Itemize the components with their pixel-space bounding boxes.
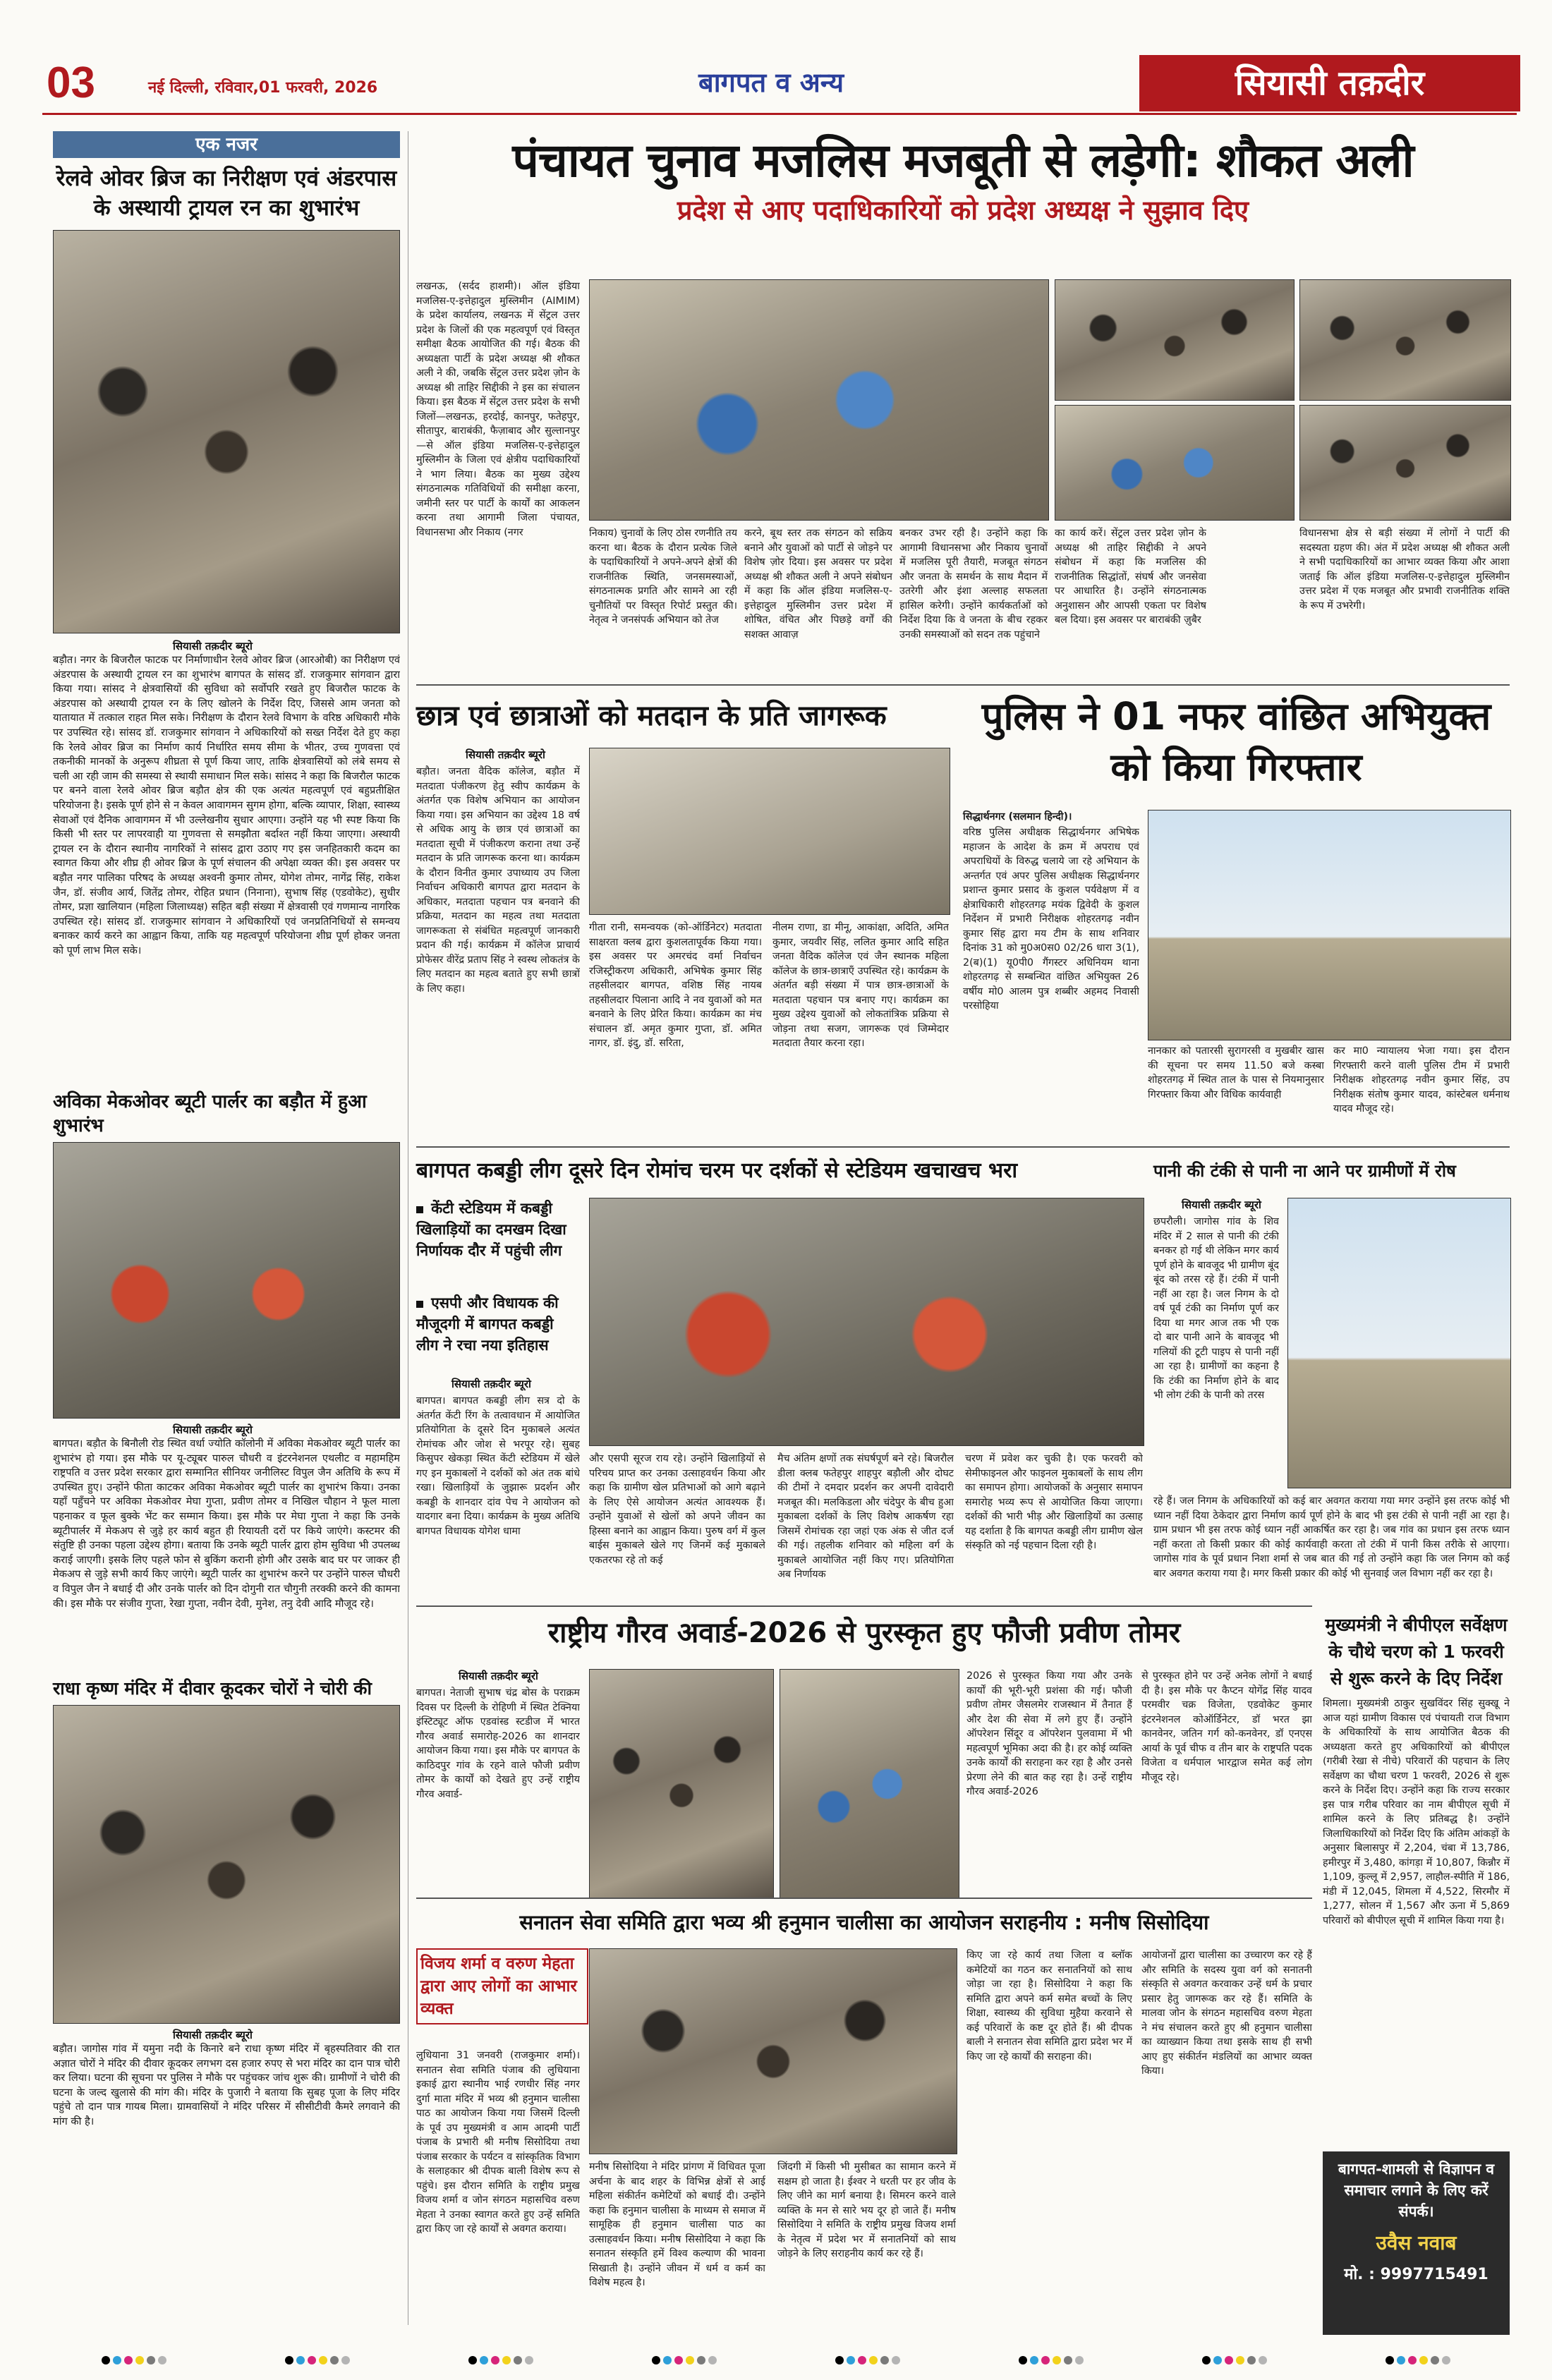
registration-dot <box>1397 2356 1405 2364</box>
sanatan-col3: जिंदगी में किसी भी मुसीबत का सामान करने में सक्षम हो जाता है। ईश्वर ने धरती पर हर जीव के लिए जीने का मार्ग बनाया है। सिमरन करने वाले व्यक्ति के मन से सारे भय दूर हो जाते हैं। मनीष सिसोदिया ने समिति के राष्ट्रीय प्रमुख विजय शर्मा के नेतृत्व में प्रदेश भर में सनातनियों को साथ जोड़ने के लिए सराहनीय कार्य कर रहे हैं। <box>777 2161 956 2259</box>
kabaddi-bullet-2 <box>416 1292 580 1356</box>
registration-dot-group <box>652 2356 717 2364</box>
registration-dot <box>1386 2356 1394 2364</box>
voter-col2: गीता रानी, समन्वयक (को-ऑर्डिनेटर) मतदाता साक्षरता क्लब द्वारा कुशलतापूर्वक किया गया। इस अवसर पर अमरचंद वर्मा निर्वाचन रजिस्ट्रीकरण अधिकारी, अभिषेक कुमार सिंह तहसीलदार बागपत, वशिष्ठ सिंह नायब तहसीलदार पिलाना आदि ने नव युवाओं को मत बनवाने के लिए प्रेरित किया। कार्यक्रम का मंच संचालन डॉ. अमृत कुमार गुप्ता, डॉ. अमित नागर, डॉ. इंदु, डॉ. सरिता, <box>589 922 762 1049</box>
registration-dot <box>1041 2356 1050 2364</box>
contact-phone: मो. : 9997715491 <box>1344 2266 1489 2283</box>
award-byline: सियासी तक़दीर ब्यूरो <box>459 1670 538 1682</box>
temple-theft-headline: राधा कृष्ण मंदिर में दीवार कूदकर चोरों ने चोरी की <box>53 1678 372 1699</box>
kabaddi-byline: सियासी तक़दीर ब्यूरो <box>451 1378 531 1390</box>
registration-dot <box>113 2356 121 2364</box>
police-body: वरिष्ठ पुलिस अधीक्षक सिद्धार्थनगर अभिषेक महाजन के आदेश के क्रम में अपराध एवं अपराधियों के विरुद्ध चलाये जा रहे अभियान के अन्तर्गत एवं अपर पुलिस अधीक्षक सिद्धार्थनगर प्रशान्त कुमार प्रसाद के कुशल पर्यवेक्षण में व क्षेत्राधिकारी शोहरतगढ़ मयंक द्विवेदी के कुशल निर्देशन में प्रभारी निरीक्षक शोहरतगढ़ नवीन कुमार सिंह द्वारा मय टीम के साथ शनिवार दिनांक 31 को मु0अ0स0 02/26 धारा 3(1), 2(ब)(1) यू0पी0 गैंगस्टर अधिनियम थाना शोहरतगढ़ से सम्बन्धित वांछित अभियुक्त 26 वर्षीय मो0 आलम पुत्र शब्बीर अहमद निवासी परसोहिया <box>963 827 1139 1012</box>
registration-dot <box>869 2356 878 2364</box>
rob-inspection-photo <box>53 230 400 633</box>
registration-dot <box>514 2356 522 2364</box>
registration-dot <box>652 2356 660 2364</box>
registration-dot <box>502 2356 511 2364</box>
kabaddi-section <box>416 1151 1143 1603</box>
registration-dot <box>468 2356 477 2364</box>
kabaddi-bullet-2-text: एसपी और विधायक की मौजूदगी में बागपत कबड्डी लीग ने रचा नया इतिहास <box>416 1294 559 1354</box>
registration-dot <box>319 2356 327 2364</box>
ek-nazar-headline: रेलवे ओवर ब्रिज का निरीक्षण एवं अंडरपास के अस्थायी ट्रायल रन का शुभारंभ <box>56 166 397 221</box>
temple-theft-section <box>53 1677 400 2275</box>
registration-dot <box>158 2356 166 2364</box>
water-tank-section <box>1153 1151 1510 1603</box>
registration-dot <box>1213 2356 1222 2364</box>
water-tank-tail: रहे हैं। जल निगम के अधिकारियों को कई बार अवगत कराया गया मगर उन्होंने इस तरफ कोई भी ध्यान नहीं दिया ठेकेदार द्वारा निर्माण कार्य पूर्ण होने के बाद भी इस टंकी से पानी नहीं आ रहा है। ग्राम प्रधान भी इस तरफ कोई ध्यान नहीं आकर्षित कर रहा है। जब गांव का प्रधान इस तरफ ध्यान नहीं करता तो किसी प्रकार की कोई कार्यवाही करता तो टंकी में पानी किस तरीके से आएगा। जागोस गांव के पूर्व प्रधान निशा शर्मा से जब बात की गई तो उन्होंने कहा कि जल निगम को कई बार अवगत कराया गया है। मगर किसी प्रकार की कोई भी सुनवाई जल विभाग नहीं कर रहा है। <box>1153 1495 1510 1579</box>
registration-dot <box>835 2356 844 2364</box>
registration-dot <box>1075 2356 1084 2364</box>
ek-nazar-byline: सियासी तक़दीर ब्यूरो <box>173 640 253 652</box>
water-tank-photo <box>1287 1198 1511 1488</box>
main-photo-right-4 <box>1299 405 1511 521</box>
kabaddi-col2: और एसपी सूरज राय रहे। उन्होंने खिलाड़ियों से परिचय प्राप्त कर उनका उत्साहवर्धन किया और कहा कि ग्रामीण खेल प्रतिभाओं को आगे बढ़ाने के लिए ऐसे आयोजन अत्यंत आवश्यक हैं। उन्होंने युवाओं से खेलों को अपने जीवन का हिस्सा बनाने का आह्वान किया। पुरुष वर्ग में कुल बाईस मुकाबले खेले गए जिनमें कई मुकाबले एकतरफा रहे तो कई <box>589 1453 765 1566</box>
main-col6-visible: विधानसभा क्षेत्र से बड़ी संख्या में लोगों ने पार्टी की सदस्यता ग्रहण की। अंत में प्रदेश अध्यक्ष श्री शौकत अली ने सभी पदाधिकारियों का आभार व्यक्त किया और आशा जताई कि ऑल इंडिया मजलिस-ए-इत्तेहादुल मुस्लिमीन उत्तर प्रदेश में एक मजबूत और प्रभावी राजनीतिक शक्ति के रूप में उभरेगी। <box>1299 528 1510 612</box>
award-col2: 2026 से पुरस्कृत किया गया और उनके कार्यों की भूरी-भूरी प्रशंसा की गई। फौजी प्रवीण तोमर जैसलमेर राजस्थान में तैनात हैं और देश की सेवा में लगे हुए हैं। उन्होंने ऑपरेशन सिंदूर व ऑपरेशन पुलवामा में भी महत्वपूर्ण भूमिका अदा की है। हर कोई व्यक्ति उनके कार्यों की सराहना कर रहा है और उनसे प्रेरणा लेने की बात कह रहा है। उन्हें राष्ट्रीय गौरव अवार्ड-2026 <box>966 1670 1132 1797</box>
registration-dot <box>1442 2356 1450 2364</box>
main-photo-right-3 <box>1055 405 1295 521</box>
registration-dot <box>147 2356 155 2364</box>
registration-dot <box>1431 2356 1439 2364</box>
water-tank-headline: पानी की टंकी से पानी ना आने पर ग्रामीणों में रोष <box>1153 1161 1456 1181</box>
cm-box <box>1323 1612 1510 1943</box>
kabaddi-col1: बागपत। बागपत कबड्डी लीग सत्र दो के अंतर्गत केंटी रिंग के तत्वावधान में आयोजित प्रतियोगिता के दूसरे दिन मुकाबले अत्यंत रोमांचक और जोश से भरपूर रहे। सुबह किसुपर खेकड़ा स्थित केंटी स्टेडियम में खेले गए इन मुकाबलों ने दर्शकों को अंत तक बांधे रखा। खिलाड़ियों के जुझारू प्रदर्शन और कबड्डी के शानदार दांव पेच ने आयोजन को यादगार बना दिया। कार्यक्रम के मुख्य अतिथि बागपत विधायक योगेश धामा <box>416 1395 580 1537</box>
police-headline: पुलिस ने 01 नफर वांछित अभियुक्त को किया गिरफ्तार <box>981 694 1491 789</box>
beauty-parlour-section <box>53 1090 400 1712</box>
registration-dot <box>1064 2356 1072 2364</box>
sanatan-col2: मनीष सिसोदिया ने मंदिर प्रांगण में विधिवत पूजा अर्चना के बाद शहर के विभिन्न क्षेत्रों से आई महिला संकीर्तन कमेटियों को बधाई दी। उन्होंने कहा कि हनुमान चालीसा के माध्यम से समाज में सामूहिक ही हनुमान चालीसा पाठ का उत्साहवर्धन किया। मनीष सिसोदिया ने कहा कि सनातन संस्कृति हमें विश्व कल्याण की भावना सिखाती है। उन्होंने जीवन में धर्म व कर्म का विशेष महत्व है। <box>589 2161 765 2288</box>
registration-dot <box>686 2356 694 2364</box>
police-byline: सिद्धार्थनगर (सलमान हिन्दी)। <box>963 811 1072 822</box>
registration-dot <box>1019 2356 1027 2364</box>
registration-dot <box>1247 2356 1256 2364</box>
contact-name: उवैस नवाब <box>1376 2231 1457 2254</box>
header-bar <box>42 51 1517 116</box>
award-section <box>416 1610 1312 1934</box>
main-story-rule <box>416 684 1510 686</box>
main-photo-right-1 <box>1055 279 1295 401</box>
award-col1: बागपत। नेताजी सुभाष चंद्र बोस के पराक्रम दिवस पर दिल्ली के रोहिणी में स्थित टेक्निया इंस्टिट्यूट ऑफ एडवांस्ड स्टडीज में भारत गौरव अवार्ड समारोह-2026 का शानदार आयोजन किया गया। इस मौके पर बागपत के काठिदपुर गांव के रहने वाले फौजी प्रवीण तोमर के कार्यों को देखते हुए उन्हें राष्ट्रीय गौरव अवार्ड- <box>416 1687 580 1800</box>
mid-rule <box>416 1146 1510 1148</box>
voter-awareness-section <box>416 691 952 1143</box>
main-photo-right-2 <box>1299 279 1511 401</box>
award-photo-2 <box>780 1669 959 1899</box>
sanatan-section <box>416 1902 1312 2339</box>
registration-dot <box>708 2356 717 2364</box>
main-col1: लखनऊ, (सर्दद हाशमी)। ऑल इंडिया मजलिस-ए-इत्तेहादुल मुस्लिमीन (AIMIM) के प्रदेश कार्यालय, लखनऊ में सेंट्रल उत्तर प्रदेश के जिलों की एक महत्वपूर्ण एवं विस्तृत समीक्षा बैठक आयोजित की गई। बैठक की अध्यक्षता पार्टी के प्रदेश अध्यक्ष श्री शौकत अली ने की, जबकि सेंट्रल उत्तर प्रदेश ज़ोन के अध्यक्ष श्री ताहिर सिद्दीकी ने इस का संचालन किया। इस बैठक में सेंट्रल उत्तर प्रदेश के सभी जिलों—लखनऊ, हरदोई, कानपुर, फतेहपुर, सीतापुर, बाराबंकी, फैज़ाबाद और सुल्तानपुर—से ऑल इंडिया मजलिस-ए-इत्तेहादुल मुस्लिमीन के जिला एवं क्षेत्रीय पदाधिकारियों ने भाग लिया। बैठक का मुख्य उद्देश्य संगठनात्मक गतिविधियों की समीक्षा करना, जमीनी स्तर पर पार्टी के कार्यों का आकलन करना तथा आगामी जिला पंचायत, विधानसभा और निकाय (नगर <box>416 281 580 538</box>
main-col4: बनकर उभर रही है। उन्होंने कहा कि आगामी विधानसभा और निकाय चुनावों में मजलिस पूरी तैयारी, मजबूत संगठन और जनता के समर्थन के साथ मैदान में उतरेगी और इंशा अल्लाह सफलता हासिल करेगी। उन्होंने कार्यकर्ताओं को निर्देश दिया कि वे जनता के बीच रहकर उनकी समस्याओं को सदन तक पहुंचाने <box>899 528 1048 640</box>
temple-theft-photo <box>53 1705 400 2024</box>
section-label: बागपत व अन्य <box>698 67 844 98</box>
main-subhead: प्रदेश से आए पदाधिकारियों को प्रदेश अध्यक्ष ने सुझाव दिए <box>677 195 1249 226</box>
voter-photo <box>589 748 950 915</box>
registration-dot <box>308 2356 316 2364</box>
bullet-square-icon <box>416 1301 423 1308</box>
sanatan-photo <box>589 1948 957 2154</box>
registration-dot <box>697 2356 705 2364</box>
sanatan-red-box <box>416 1948 588 2024</box>
kabaddi-col3: मैच अंतिम क्षणों तक संघर्षपूर्ण बने रहे। बिजरौल डीला क्लब फतेहपुर शाहपुर बड़ौली और दोघट की टीमों ने दमदार प्रदर्शन कर अपनी दावेदारी मजबूत की। मलकिडला और चंदेपुर के बीच हुआ मुकाबला दर्शकों के लिए विशेष आकर्षण रहा जिसमें रोमांचक रहा जहां एक अंक से जीत दर्ज की गई। तहलीक शनिवार को महिला वर्ग के मुकाबले आयोजित नहीं किए गए। प्रतियोगिता अब निर्णायक <box>777 1453 954 1580</box>
sanatan-rule <box>416 1898 1312 1899</box>
award-col3: से पुरस्कृत होने पर उन्हें अनेक लोगों ने बधाई दी है। इस मौके पर कैप्टन योगेंद्र सिंह यादव परमवीर चक्र विजेता, एडवोकेट कुमार इंटरनेशनल कोऑर्डिनेटर, डॉ भरत झा कानवेनर, जतिन गर्ग को-कनवेनर, डॉ एनएस आर्या के पूर्व चीफ व तीन बार के राष्ट्रपति पदक विजेता व धर्मपाल भारद्वाज समेत कई लोग मौजूद रहे। <box>1141 1670 1312 1783</box>
registration-dot <box>341 2356 350 2364</box>
kabaddi-headline: बागपत कबड्डी लीग दूसरे दिन रोमांच चरम पर दर्शकों से स्टेडियम खचाखच भरा <box>416 1158 1018 1183</box>
registration-dot <box>102 2356 110 2364</box>
registration-dot <box>847 2356 855 2364</box>
main-col5: का कार्य करें। सेंट्रल उत्तर प्रदेश ज़ोन के अध्यक्ष श्री ताहिर सिद्दीकी ने अपने संबोधन में कहा कि मजलिस की राजनीतिक सिद्धांतों, संघर्ष और जनसेवा पर आधारित है। उन्होंने संगठनात्मक अनुशासन और आपसी एकता पर विशेष बल दिया। इस अवसर पर बाराबंकी ज़ुबैर <box>1055 528 1206 626</box>
sanatan-col1: लुधियाना 31 जनवरी (राजकुमार शर्मा)। सनातन सेवा समिति पंजाब की लुधियाना इकाई द्वारा स्थानीय भाई रणधीर सिंह नगर दुर्गा माता मंदिर में भव्य श्री हनुमान चालीसा पाठ का आयोजन किया गया जिसमें दिल्ली के पूर्व उप मुख्यमंत्री व आम आदमी पार्टी पंजाब के प्रभारी श्री मनीष सिसोदिया तथा पंजाब सरकार के पर्यटन व सांस्कृतिक विभाग के सलाहकार श्री दीपक बाली विशेष रूप से पहुंचे। इस दौरान समिति के राष्ट्रीय प्रमुख विजय शर्मा व जोन संगठन महासचिव वरुण मेहता ने उनका स्वागत करते हुए उन्हें समिति द्वारा किए जा रहे कार्यों से अवगत कराया। <box>416 2050 580 2235</box>
voter-byline: सियासी तक़दीर ब्यूरो <box>466 748 545 761</box>
registration-dot-group <box>1386 2356 1450 2364</box>
water-tank-col1: छपरौली। जागोस गांव के शिव मंदिर में 2 साल से पानी की टंकी बनकर हो गई थी लेकिन मगर कार्य पूर्ण होने के बावजूद भी ग्रामीण बूंद बूंद को तरस रहे हैं। टंकी में पानी नहीं आ रहा है। जल निगम के दो वर्ष पूर्व टंकी का निर्माण पूर्ण कर दिया था मगर आज तक भी एक दो बार पानी आने के बावजूद भी गलियों की टूटी पाइप से पानी नहीं आ रहा है। ग्रामीणों का कहना है कि टंकी का निर्माण होने के बाद भी लोग टंकी के पानी को तरस <box>1153 1216 1279 1401</box>
registration-dot <box>1236 2356 1244 2364</box>
kabaddi-bullet-1 <box>416 1198 580 1261</box>
main-col3: करने, बूथ स्तर तक संगठन को सक्रिय बनाने और युवाओं को पार्टी से जोड़ने पर विशेष ज़ोर दिया। इस अवसर पर प्रदेश अध्यक्ष श्री शौकत अली ने अपने संबोधन में कहा कि ऑल इंडिया मजलिस-ए-इत्तेहादुल मुस्लिमीन उत्तर प्रदेश में शोषित, वंचित और पिछड़े वर्गों की सशक्त आवाज़ <box>744 528 892 640</box>
beauty-parlour-byline: सियासी तक़दीर ब्यूरो <box>173 1423 253 1436</box>
ek-nazar-body: बड़ौत। नगर के बिजरौल फाटक पर निर्माणाधीन रेलवे ओवर ब्रिज (आरओबी) का निरीक्षण एवं अंडरपास के अस्थायी ट्रायल रन का शुभारंभ बागपत के सांसद डॉ. राजकुमार सांगवान द्वारा किया गया। सांसद ने क्षेत्रवासियों की सुविधा को सर्वोपरि रखते हुए बिजरौल फाटक के अंडरपास को अस्थायी ट्रायल रन के लिए खोलने के निर्देश दिए, जिससे आम जनता को यातायात में तत्काल राहत मिल सके। निरीक्षण के दौरान रेलवे विभाग के वरिष्ठ अधिकारी मौके पर उपस्थित रहे। सांसद डॉ. राजकुमार सांगवान ने अधिकारियों को सख्त निर्देश देते हुए कहा कि रेलवे ओवर ब्रिज का निर्माण कार्य निर्धारित समय सीमा के भीतर, उच्च गुणवत्ता एवं तकनीकी मानकों के अनुरूप शीघ्रता से पूर्ण किया जाए, ताकि क्षेत्रवासियों को लंबे समय से चली आ रही जाम की समस्या से स्थायी समाधान मिल सके। सांसद ने कहा कि बिजरौल फाटक पर बनने वाला रेलवे ओवर ब्रिज बड़ौत क्षेत्र की एक अत्यंत महत्वपूर्ण एवं बहुप्रतीक्षित परियोजना है। इसके पूर्ण होने से न केवल आवागमन सुगम होगा, बल्कि व्यापार, शिक्षा, स्वास्थ्य सेवाओं एवं दैनिक आवागमन में भी उल्लेखनीय सुधार आएगा। उन्होंने यह भी स्पष्ट किया कि किसी भी स्तर पर लापरवाही या गुणवत्ता से समझौता बर्दाश्त नहीं किया जाएगा। अस्थायी ट्रायल रन के दौरान स्थानीय नागरिकों ने सांसद द्वारा उठाए गए इस जनहितकारी कदम का स्वागत किया और शीघ्र ही ओवर ब्रिज के पूर्ण संचालन की अपेक्षा व्यक्त की। इस अवसर पर बड़ौत नगर पालिका परिषद के अध्यक्ष अश्वनी कुमार तोमर, योगेश तोमर, नागेंद्र सिंह, राकेश जैन, डॉ. संजीव आर्य, जितेंद्र तोमर, रोहित प्रधान (निनाना), सुभाष सिंह (एडवोकेट), सुधीर तोमर, प्रज्ञा खालियान (महिला जिलाध्यक्ष) सहित बड़ी संख्या में क्षेत्रवासी एवं गणमान्य नागरिक उपस्थित रहे। सांसद डॉ. राजकुमार सांगवान ने अधिकारियों एवं जनप्रतिनिधियों से समन्वय बनाकर कार्य करने का आह्वान किया, ताकि यह महत्वपूर्ण परियोजना शीघ्र पूर्ण होकर जनता को पूर्ण लाभ मिल सके। <box>53 654 400 957</box>
lower-rule <box>416 1605 1312 1607</box>
color-registration-bar <box>0 2356 1552 2373</box>
header-rule <box>42 113 1517 115</box>
temple-theft-byline: सियासी तक़दीर ब्यूरो <box>173 2029 253 2041</box>
registration-dot-group <box>1019 2356 1084 2364</box>
award-headline: राष्ट्रीय गौरव अवार्ड-2026 से पुरस्कृत हुए फौजी प्रवीण तोमर <box>547 1617 1181 1649</box>
beauty-parlour-headline: अविका मेकओवर ब्यूटी पार्लर का बड़ौत में हुआ शुभारंभ <box>53 1091 367 1136</box>
bullet-square-icon <box>416 1206 423 1213</box>
sanatan-col5: आयोजनों द्वारा चालीसा का उच्चारण कर रहे हैं और समिति के सदस्य युवा वर्ग को सनातनी संस्कृति से अवगत करवाकर उन्हें धर्म के प्रचार प्रसार हेतु जागरूक कर रहे हैं। समिति के मालवा जोन के संगठन महासचिव वरुण मेहता ने मंच संचालन करते हुए श्री हनुमान चालीसा का व्याख्यान किया तथा इसके साथ ही सभी आए हुए संकीर्तन मंडलियों का आभार व्यक्त किया। <box>1141 1950 1312 2077</box>
registration-dot-group <box>468 2356 533 2364</box>
sanatan-headline: सनातन सेवा समिति द्वारा भव्य श्री हनुमान चालीसा का आयोजन सराहनीय : मनीष सिसोदिया <box>519 1910 1209 1934</box>
main-story <box>416 131 1510 696</box>
award-photo-1 <box>589 1669 774 1899</box>
registration-dot <box>480 2356 488 2364</box>
voter-col3: नीलम राणा, डा मीनू, आकांक्षा, अदिति, अमित कुमार, जयवीर सिंह, ललित कुमार आदि सहित जनता वैदिक कॉलेज एवं जैन स्थानक महिला कॉलेज के छात्र-छात्राएँ उपस्थित रहे। कार्यक्रम के अंतर्गत बड़ी संख्या में पात्र छात्र-छात्राओं के मतदाता पहचान पत्र बनाए गए। कार्यक्रम का मुख्य उद्देश्य युवाओं को लोकतांत्रिक प्रक्रिया से जोड़ना तथा सजग, जागरूक एवं जिम्मेदार मतदाता तैयार करना रहा। <box>772 922 949 1049</box>
registration-dot <box>1419 2356 1428 2364</box>
registration-dot <box>1408 2356 1417 2364</box>
main-headline: पंचायत चुनाव मजलिस मजबूती से लड़ेगी: शौकत अली <box>512 133 1414 188</box>
police-col2: नानकार को पतारसी सुरागरसी व मुखबीर खास की सूचना पर समय 11.50 बजे कस्बा शोहरतगढ़ में स्थित ताल के पास से नियमानुसार गिरफ्तार किया और विधिक कार्यवाही <box>1148 1045 1324 1100</box>
registration-dot <box>674 2356 683 2364</box>
police-photo <box>1148 810 1511 1040</box>
ek-nazar-label-text: एक नजर <box>195 134 257 155</box>
beauty-parlour-body: बागपत। बड़ौत के बिनौली रोड स्थित वर्धा ज्योति कॉलोनी में अविका मेकओवर ब्यूटी पार्लर का शुभारंभ हो गया। इस मौके पर यू-ट्यूबर पारुल चौधरी व इंटरनेशनल एथलीट व महामहिम राष्ट्रपति व उत्तर प्रदेश सरकार द्वारा सम्मानित सीनियर जनीलिस्ट विपुल जैन अतिथि के रूप में उपस्थित हुए। उन्होंने फीता काटकर अविका मेकओवर ब्यूटी पार्लर का शुभारंभ किया। उनका यहाँ पहुँचने पर अविका मेकओवर मेघा गुप्ता, प्रवीण तोमर व निखिल चौहान ने फूल माला पहनाकर व फूल बुक्के भेंट कर सम्मान किया। इस मौके पर मेघा गुप्ता ने कहा कि उनके ब्यूटीपार्लर में मेकअप से जुड़े हर कार्य बहुत ही रियायती दरों पर किये जाएंगे। कस्टमर की संतुष्टि ही उनका पहला उद्देश्य होगा। बताया कि उनके ब्यूटी पार्लर द्वारा होम सुविधा भी उपलब्ध कराई जाएगी। इसके लिए पहले फोन से बुकिंग करानी होगी और उसके बाद घर पर जाकर ही मेकअप से जुड़े सभी कार्य किए जाएंगे। ब्यूटी पार्लर का शुभारंभ करने पर उन्होंने पारुल चौधरी व विपुल जैन ने बधाई दी और उनके पार्लर को दिन दोगुनी रात चौगुनी तरक्की करने की कामना की। इस मौके पर संजीव गुप्ता, रेखा गुप्ता, नवीन देवी, मुनेश, तनु देवी आदि मौजूद रहे। <box>53 1438 400 1610</box>
registration-dot <box>1030 2356 1038 2364</box>
police-section <box>963 691 1510 1143</box>
registration-dot <box>135 2356 144 2364</box>
registration-dot <box>663 2356 672 2364</box>
kabaddi-bullet-1-text: केंटी स्टेडियम में कबड्डी खिलाड़ियों का दमखम दिखा निर्णायक दौर में पहुंची लीग <box>416 1200 566 1259</box>
sanatan-col4: किए जा रहे कार्य तथा जिला व ब्लॉक कमेटियों का गठन कर सनातनियों को साथ जोड़ा जा रहा है। सिसोदिया ने कहा कि समिति द्वारा अपने कर्म समेत बच्चों के लिए शिक्षा, स्वास्थ्य की सुविधा मुहैया करवाने से कई परिवारों के कष्ट दूर होते हैं। श्री दीपक बाली ने सनातन सेवा समिति द्वारा प्रदेश भर में किए जा रहे कार्यों की सराहना की। <box>966 1950 1132 2063</box>
beauty-parlour-photo <box>53 1142 400 1419</box>
registration-dot <box>892 2356 900 2364</box>
cm-body: शिमला। मुख्यमंत्री ठाकुर सुखविंदर सिंह सुक्खू ने आज यहां ग्रामीण विकास एवं पंचायती राज विभाग के अधिकारियों के साथ आयोजित बैठक की अध्यक्षता करते हुए अधिकारियों को बीपीएल (गरीबी रेखा से नीचे) परिवारों की पहचान के लिए सर्वेक्षण का चौथा चरण 1 फरवरी, 2026 से शुरू करने के निर्देश दिए। उन्होंने कहा कि राज्य सरकार इस पात्र गरीब परिवार का नाम बीपीएल सूची में शामिल करने के लिए प्रतिबद्ध है। उन्होंने जिलाधिकारियों को निर्देश दिए कि अंतिम आंकड़ों के अनुसार बिलासपुर में 2,204, चंबा में 13,786, हमीरपुर में 3,480, कांगड़ा में 10,807, किन्नौर में 1,109, कुल्लू में 2,957, लाहौल-स्पीति में 186, मंडी में 12,045, शिमला में 4,522, सिरमौर में 1,277, सोलन में 1,567 और ऊना में 5,869 परिवारों को बीपीएल सूची में शामिल किया गया है। <box>1323 1698 1510 1926</box>
police-col3: कर मा0 न्यायालय भेजा गया। इस दौरान गिरफ्तारी करने वाली पुलिस टीम में प्रभारी निरीक्षक शोहरतगढ़ नवीन कुमार सिंह, उप निरीक्षक संतोष कुमार यादव, कांस्टेबल धर्मनाथ यादव मौजूद रहे। <box>1333 1045 1510 1115</box>
registration-dot <box>858 2356 866 2364</box>
ek-nazar-label <box>53 131 400 158</box>
water-tank-byline: सियासी तक़दीर ब्यूरो <box>1182 1198 1261 1211</box>
main-col2: निकाय) चुनावों के लिए ठोस रणनीति तय करना था। बैठक के दौरान प्रत्येक जिले के पदाधिकारियों ने अपने-अपने क्षेत्रों की राजनीतिक स्थिति, जनसमस्याओं, संगठनात्मक प्रगति और सामने आ रही चुनौतियों पर विस्तृत रिपोर्ट प्रस्तुत की। नेतृत्व ने जनसंपर्क अभियान को तेज <box>589 528 737 626</box>
registration-dot-group <box>285 2356 350 2364</box>
registration-dots <box>0 2356 1552 2364</box>
header-date: नई दिल्ली, रविवार,01 फरवरी, 2026 <box>148 79 378 97</box>
masthead-box <box>1139 55 1520 111</box>
registration-dot <box>880 2356 889 2364</box>
cm-headline: मुख्यमंत्री ने बीपीएल सर्वेक्षण के चौथे चरण को 1 फरवरी से शुरू करने के दिए निर्देश <box>1325 1615 1508 1689</box>
registration-dot-group <box>835 2356 900 2364</box>
registration-dot <box>1202 2356 1211 2364</box>
registration-dot <box>330 2356 339 2364</box>
registration-dot <box>296 2356 305 2364</box>
registration-dot <box>1259 2356 1267 2364</box>
registration-dot <box>525 2356 533 2364</box>
contact-line: बागपत-शामली से विज्ञापन व समाचार लगाने के लिए करें संपर्क। <box>1338 2161 1495 2220</box>
registration-dot <box>285 2356 293 2364</box>
kabaddi-team-photo <box>589 1198 1144 1446</box>
sanatan-red-box-text: विजय शर्मा व वरुण मेहता द्वारा आए लोगों का आभार व्यक्त <box>420 1955 577 2018</box>
registration-dot-group <box>102 2356 166 2364</box>
main-photo-large <box>589 279 1049 521</box>
temple-theft-body: बड़ौत। जागोस गांव में यमुना नदी के किनारे बने राधा कृष्ण मंदिर में बृहस्पतिवार की रात अज्ञात चोरों ने मंदिर की दीवार कूदकर लगभग दस हजार रुपए से भरा मंदिर का दान पात्र चोरी कर लिया। घटना की सूचना पर पुलिस ने मौके पर पहुंचकर जांच शुरू की। ग्रामीणों ने चोरी की घटना के जल्द खुलासे की मांग की। मंदिर के पुजारी ने बताया कि सुबह पूजा के लिए मंदिर पहुंचे तो दान पात्र गायब मिला। ग्रामवासियों ने मंदिर परिसर में सीसीटीवी कैमरे लगवाने की मांग की है। <box>53 2043 400 2127</box>
contact-box <box>1323 2151 1510 2335</box>
voter-headline: छात्र एवं छात्राओं को मतदान के प्रति जागरूक <box>416 700 887 732</box>
registration-dot <box>124 2356 133 2364</box>
kabaddi-col4: चरण में प्रवेश कर चुकी है। एक फरवरी को सेमीफाइनल और फाइनल मुकाबलों के साथ लीग का समापन होगा। आयोजकों के अनुसार समापन समारोह भव्य रूप से आयोजित किया जाएगा। दर्शकों की भारी भीड़ और खिलाड़ियों का उत्साह यह दर्शाता है कि बागपत कबड्डी लीग ग्रामीण खेल संस्कृति को नई पहचान दिला रही है। <box>965 1453 1143 1551</box>
registration-dot <box>491 2356 499 2364</box>
masthead-title: सियासी तक़दीर <box>1235 63 1425 103</box>
page-number: 03 <box>47 59 95 107</box>
ek-nazar-section <box>53 131 400 1055</box>
voter-col1: बड़ौत। जनता वैदिक कॉलेज, बड़ौत में मतदाता पंजीकरण हेतु स्वीप कार्यक्रम के अंतर्गत एक विशेष अभियान का आयोजन किया गया। इस अभियान का उद्देश्य 18 वर्ष से अधिक आयु के छात्र एवं छात्राओं का मतदाता सूची में पंजीकरण कराना तथा उन्हें मतदान के प्रति जागरूक करना था। कार्यक्रम के दौरान विनीत कुमार उपाध्याय उप जिला निर्वाचन अधिकारी बागपत द्वारा मतदान के अधिकार, मतदाता पहचान पत्र बनवाने की प्रक्रिया, मतदान का महत्व तथा मतदाता जागरूकता से संबंधित महत्वपूर्ण जानकारी प्रदान की गई। कार्यक्रम में कॉलेज प्राचार्य प्रोफेसर वीरेंद्र प्रताप सिंह ने स्वस्थ लोकतंत्र के लिए मतदान का महत्व बताते हुए सभी छात्रों के लिए कहा। <box>416 766 580 995</box>
registration-dot-group <box>1202 2356 1267 2364</box>
registration-dot <box>1053 2356 1061 2364</box>
registration-dot <box>1225 2356 1233 2364</box>
